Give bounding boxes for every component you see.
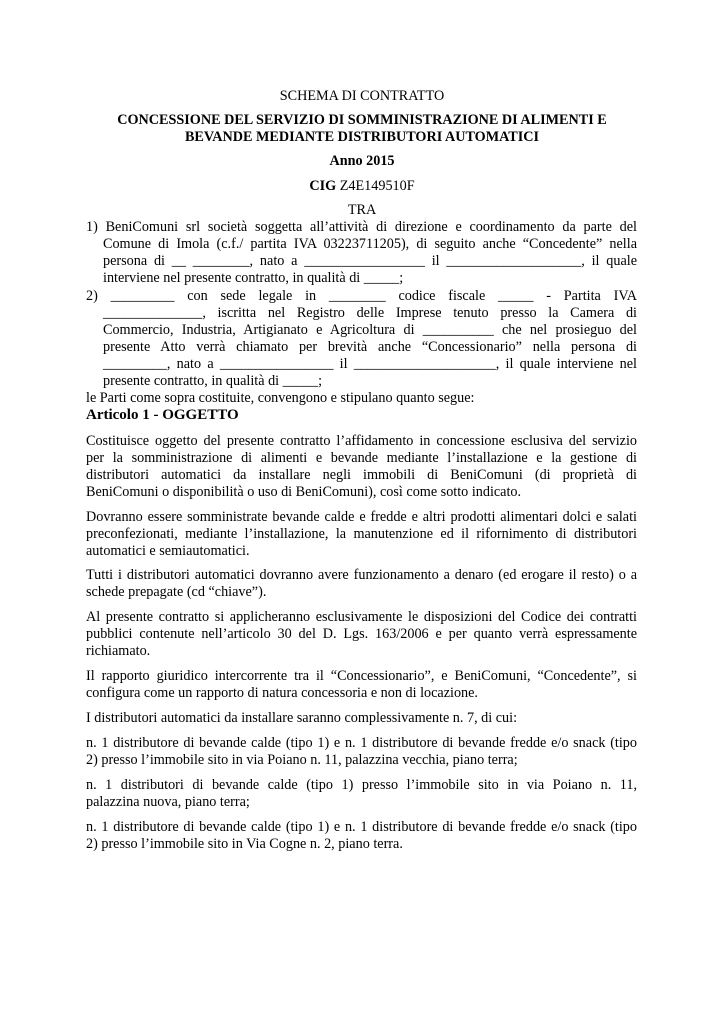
party-1-line: Comune di Imola (c.f./ partita IVA 03223711205), di seguito anche “Concedente” nella: [103, 236, 637, 252]
party-2-line: 2) _________ con sede legale in ________ codice fiscale _____ - Partita IVA: [86, 288, 637, 304]
party-2-line: _________, nato a ________________ il ____________________, il quale interviene nel: [103, 356, 637, 372]
party-2-line: presente Atto verrà chiamato per brevità anche “Concessionario” nella persona di: [103, 339, 637, 355]
cig-value: Z4E149510F: [339, 178, 415, 194]
party-1-line: persona di __ ________, nato a _________________ il ___________________, il quale: [103, 253, 637, 269]
article-1-heading: Articolo 1 - OGGETTO: [86, 407, 239, 423]
article-1-paragraph: [86, 735, 637, 769]
schema-label: SCHEMA DI CONTRATTO: [279, 88, 445, 104]
party-1-line: 1) BeniComuni srl società soggetta all’attività di direzione e coordinamento da parte del: [86, 219, 637, 235]
paragraph-line: Tutti i distributori automatici dovranno avere funzionamento a denaro (ed erogare il resto) o a: [86, 567, 637, 583]
article-1-paragraph: [86, 777, 637, 811]
paragraph-line: Dovranno essere somministrate bevande calde e fredde e altri prodotti alimentari dolci e salati: [86, 509, 637, 525]
article-1-paragraph: [86, 668, 637, 702]
party-1: [86, 219, 637, 287]
article-1-paragraph: [86, 509, 637, 560]
year-label: Anno 2015: [329, 153, 395, 169]
party-2: [86, 288, 637, 390]
paragraph-line: automatici e semiautomatici.: [86, 543, 250, 559]
cig-label: CIG: [309, 178, 337, 194]
paragraph-line: schede prepagate (cd “chiave”).: [86, 584, 267, 600]
title-line-1: CONCESSIONE DEL SERVIZIO DI SOMMINISTRAZIONE DI ALIMENTI E: [117, 112, 607, 128]
article-1-paragraph: [86, 433, 637, 501]
paragraph-line: BeniComuni o disponibilità o uso di BeniComuni), così come sotto indicato.: [86, 484, 522, 500]
paragraph-line: Al presente contratto si applicheranno esclusivamente le disposizioni del Codice dei contratti: [86, 609, 637, 625]
article-1-paragraph: [86, 567, 637, 601]
paragraph-line: distributori automatici da installare negli immobili di BeniComuni (di proprietà di: [86, 467, 637, 483]
paragraph-line: palazzina nuova, piano terra;: [86, 794, 250, 810]
party-2-line: Commercio, Industria, Artigianato e Agricoltura di __________ che nel prosieguo del: [103, 322, 637, 338]
paragraph-line: configura come un rapporto di natura concessoria e non di locazione.: [86, 685, 478, 701]
parties-closing: le Parti come sopra costituite, convengono e stipulano quanto segue:: [86, 390, 475, 406]
paragraph-line: n. 1 distributore di bevande calde (tipo 1) e n. 1 distributore di bevande fredde e/o snack (tipo: [86, 735, 637, 751]
cig-line: [0, 178, 724, 195]
article-1-paragraph: [86, 609, 637, 660]
paragraph-line: Il rapporto giuridico intercorrente tra il “Concessionario”, e BeniComuni, “Concedente”, si: [86, 668, 637, 684]
paragraph-line: pubblici contenute nell’articolo 30 del D. Lgs. 163/2006 e per quanto verrà espressamente: [86, 626, 637, 642]
paragraph-line: preconfezionati, mediante l’installazione, la manutenzione ed il rifornimento di distributori: [86, 526, 637, 542]
paragraph-line: per la somministrazione di alimenti e bevande mediante l’installazione e la gestione di: [86, 450, 637, 466]
party-2-line: presente contratto, in qualità di _____;: [103, 373, 323, 389]
paragraph-line: Costituisce oggetto del presente contratto l’affidamento in concessione esclusiva del servizio: [86, 433, 637, 449]
tra-label: TRA: [347, 202, 377, 218]
title-line-2: BEVANDE MEDIANTE DISTRIBUTORI AUTOMATICI: [184, 129, 540, 145]
paragraph-line: 2) presso l’immobile sito in Via Cogne n. 2, piano terra.: [86, 836, 403, 852]
paragraph-line: richiamato.: [86, 643, 151, 659]
party-2-line: ______________, iscritta nel Registro delle Imprese tenuto presso la Camera di: [103, 305, 637, 321]
paragraph-line: 2) presso l’immobile sito in via Poiano n. 11, palazzina vecchia, piano terra;: [86, 752, 518, 768]
party-1-line: interviene nel presente contratto, in qualità di _____;: [103, 270, 404, 286]
paragraph-line: n. 1 distributore di bevande calde (tipo 1) e n. 1 distributore di bevande fredde e/o snack (tipo: [86, 819, 637, 835]
paragraph-line: I distributori automatici da installare saranno complessivamente n. 7, di cui:: [86, 710, 518, 726]
article-1-paragraph: [86, 819, 637, 853]
article-1-paragraph: [86, 710, 637, 727]
paragraph-line: n. 1 distributori di bevande calde (tipo 1) presso l’immobile sito in via Poiano n. 11,: [86, 777, 637, 793]
